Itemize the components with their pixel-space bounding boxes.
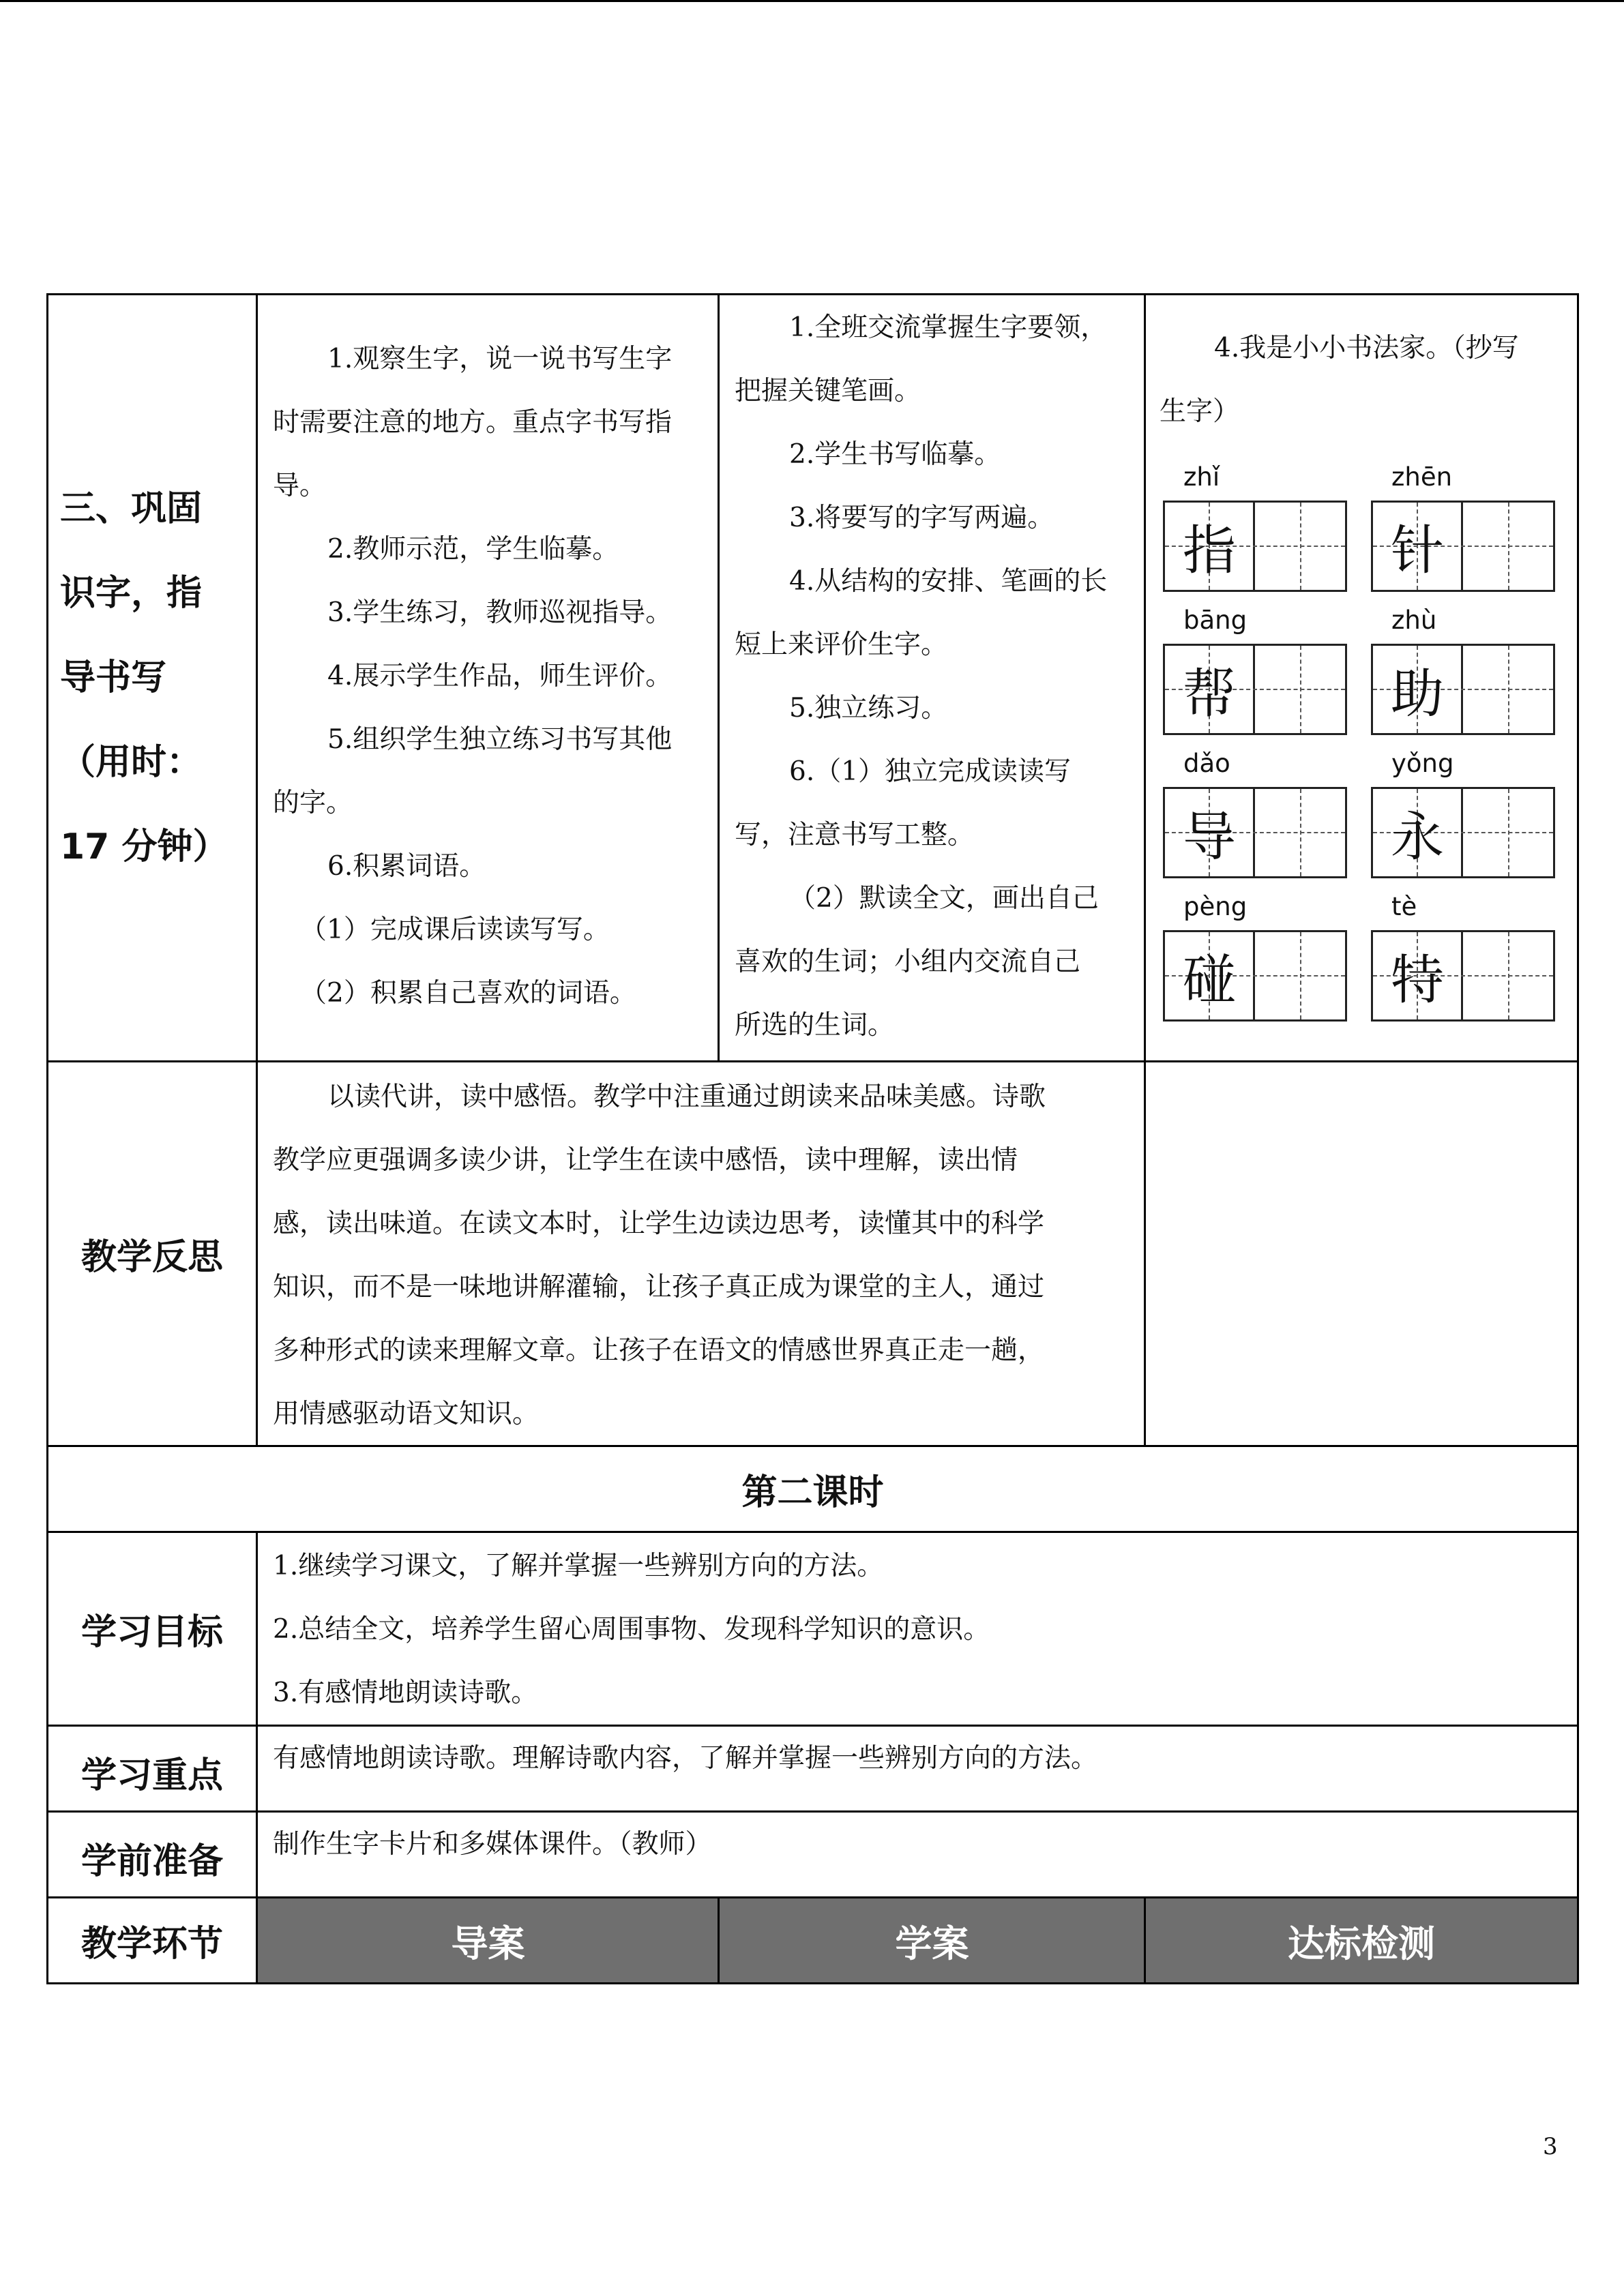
guide-line: 的字。: [273, 788, 353, 818]
reflection-line: 多种形式的读来理解文章。让孩子在语文的情感世界真正走一趟，: [273, 1335, 1045, 1366]
study-line: 3.将要写的字写两遍。: [789, 503, 1054, 533]
pinyin-label: pèng: [1183, 892, 1247, 921]
study-line: 所选的生词。: [735, 1010, 895, 1041]
section3-label-line: 导书写: [60, 657, 167, 698]
teaching-stage-label: 教学环节: [80, 1924, 223, 1965]
check-intro-line: 4.我是小小书法家。（抄写: [1214, 333, 1519, 363]
col-line: [1144, 293, 1146, 1447]
reflection-line: 感，读出味道。在读文本时，让学生边读边思考，读懂其中的科学: [273, 1208, 1045, 1239]
guide-line: 1.观察生字，说一说书写生字: [327, 344, 673, 374]
header-check-label: 达标检测: [1288, 1922, 1435, 1965]
guide-line: 4.展示学生作品，师生评价。: [327, 661, 673, 691]
guide-line: 2.教师示范，学生临摹。: [327, 534, 619, 565]
prep-text: 制作生字卡片和多媒体课件。（教师）: [273, 1829, 712, 1860]
col-line: [718, 293, 720, 1062]
reflection-label: 教学反思: [80, 1237, 223, 1278]
section3-study-cell: [735, 296, 1137, 1057]
goals-label: 学习目标: [80, 1612, 223, 1653]
reflection-line: 知识，而不是一味地讲解灌输，让孩子真正成为课堂的主人，通过: [273, 1272, 1045, 1302]
study-line: 5.独立练习。: [789, 693, 948, 724]
study-line: 1.全班交流掌握生字要领，: [789, 312, 1108, 343]
page-top-border: [0, 0, 1624, 2]
study-line: 4.从结构的安排、笔画的长: [789, 566, 1108, 597]
col-line: [1144, 1896, 1146, 1984]
col-line: [1577, 293, 1579, 1984]
section3-check-cell: [1160, 316, 1576, 443]
study-line: （2）默读全文，画出自己: [789, 883, 1099, 914]
writing-box: [1371, 644, 1555, 735]
model-character: 针: [1390, 520, 1444, 582]
model-character: 指: [1182, 520, 1236, 582]
pinyin-label: zhù: [1391, 606, 1437, 635]
guide-line: 时需要注意的地方。重点字书写指: [273, 407, 673, 438]
writing-box: [1371, 501, 1555, 592]
guide-line: （1）完成课后读读写写。: [300, 914, 610, 945]
model-character: 导: [1182, 807, 1236, 868]
study-line: 2.学生书写临摹。: [789, 439, 1001, 470]
goal-line: 1.继续学习课文，了解并掌握一些辨别方向的方法。: [273, 1551, 884, 1581]
col-line: [718, 1896, 720, 1984]
goal-line: 2.总结全文，培养学生留心周围事物、发现科学知识的意识。: [273, 1614, 990, 1645]
focus-cell: [273, 1727, 1569, 1790]
guide-line: 6.积累词语。: [327, 851, 486, 882]
guide-line: 3.学生练习，教师巡视指导。: [327, 597, 673, 628]
study-line: 喜欢的生词；小组内交流自己: [735, 946, 1081, 977]
row-line: [46, 1896, 1579, 1898]
model-character: 助: [1390, 664, 1444, 725]
focus-label: 学习重点: [80, 1755, 223, 1796]
col-line: [256, 1531, 258, 1984]
pinyin-label: yǒng: [1391, 749, 1454, 778]
reflection-text-cell: [273, 1065, 1139, 1446]
guide-line: 导。: [273, 471, 327, 501]
goal-line: 3.有感情地朗读诗歌。: [273, 1678, 538, 1708]
section3-label-line: 17 分钟）: [60, 826, 228, 867]
lesson2-title: 第二课时: [741, 1472, 884, 1513]
prep-cell: [273, 1813, 1569, 1876]
guide-line: （2）积累自己喜欢的词语。: [300, 978, 636, 1009]
reflection-line: 用情感驱动语文知识。: [273, 1399, 540, 1429]
header-cell-study: [719, 1898, 1145, 1984]
pinyin-label: tè: [1391, 892, 1417, 921]
writing-box: [1371, 787, 1555, 878]
section3-label-line: 三、巩固: [60, 488, 203, 529]
header-guide-label: 导案: [451, 1922, 525, 1965]
header-study-label: 学案: [895, 1922, 969, 1965]
row-line: [46, 1982, 1579, 1984]
model-character: 帮: [1182, 664, 1236, 725]
model-character: 特: [1390, 950, 1444, 1011]
study-line: 短上来评价生字。: [735, 629, 948, 660]
writing-box: [1371, 930, 1555, 1022]
writing-box: [1163, 644, 1347, 735]
study-line: 6.（1）独立完成读读写: [789, 756, 1072, 787]
section3-guide-cell: [273, 327, 709, 1025]
pinyin-label: dǎo: [1183, 749, 1230, 778]
row-line: [46, 1060, 1579, 1062]
check-intro-line: 生字）: [1160, 396, 1240, 427]
pinyin-label: zhǐ: [1183, 462, 1220, 492]
guide-line: 5.组织学生独立练习书写其他: [327, 724, 673, 755]
header-cell-check: [1145, 1898, 1578, 1984]
section3-label-line: （用时：: [60, 742, 203, 783]
prep-label: 学前准备: [80, 1841, 223, 1882]
row-line: [46, 1531, 1579, 1533]
pinyin-label: zhēn: [1391, 462, 1453, 492]
reflection-line: 以读代讲，读中感悟。教学中注重通过朗读来品味美感。诗歌: [327, 1082, 1046, 1112]
writing-box: [1163, 501, 1347, 592]
pinyin-label: bāng: [1183, 606, 1247, 635]
focus-text: 有感情地朗读诗歌。理解诗歌内容，了解并掌握一些辨别方向的方法。: [273, 1743, 1098, 1774]
model-character: 碰: [1182, 950, 1236, 1011]
writing-box: [1163, 930, 1347, 1022]
section3-label-cell: [60, 466, 258, 889]
page-number: 3: [1543, 2133, 1558, 2160]
row-line: [46, 293, 1579, 295]
reflection-line: 教学应更强调多读少讲，让学生在读中感悟，读中理解，读出情: [273, 1145, 1018, 1176]
writing-box: [1163, 787, 1347, 878]
goals-cell: [273, 1534, 1569, 1725]
section3-label-line: 识字，指: [60, 573, 203, 614]
study-line: 把握关键笔画。: [735, 376, 921, 406]
study-line: 写，注意书写工整。: [735, 820, 975, 850]
header-cell-guide: [257, 1898, 719, 1984]
model-character: 永: [1390, 807, 1444, 868]
